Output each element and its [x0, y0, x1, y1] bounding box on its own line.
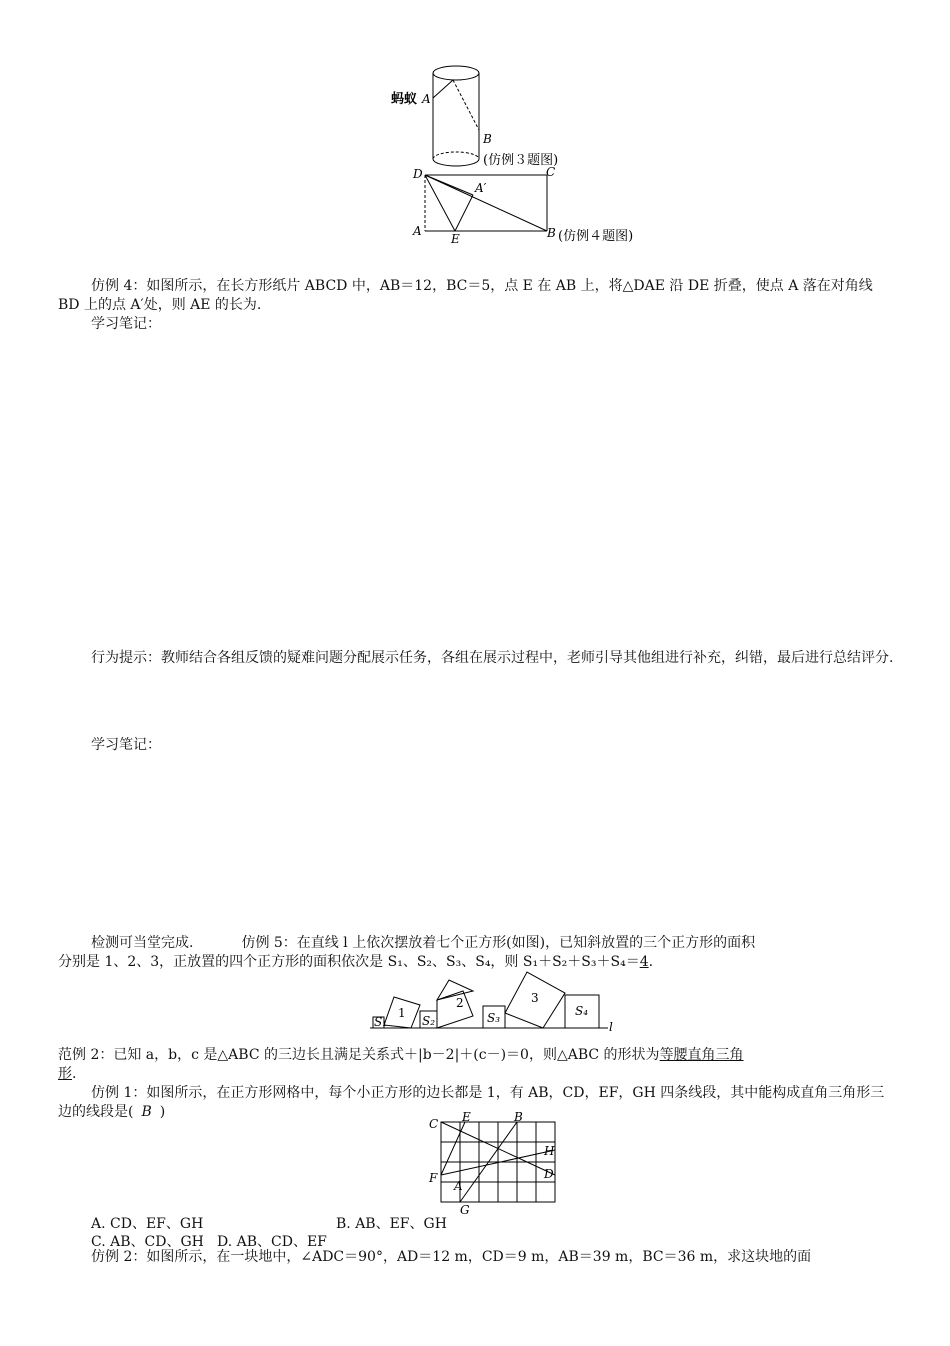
study-notes-1: 学习笔记： [91, 316, 161, 332]
label-B: B [483, 132, 492, 146]
label-F: F [429, 1171, 438, 1185]
fanli-2-end: . [72, 1066, 77, 1082]
example-5-answer: 4 [639, 954, 649, 970]
example-2-text: 仿例 2：如图所示，在一块地中，∠ADC＝90°，AD＝12 m，CD＝9 m，AB＝39 m，BC＝36 m，求这块地的面 [91, 1249, 812, 1265]
label-S2: S₂ [422, 1014, 436, 1028]
label-3: 3 [531, 991, 539, 1005]
behavior-hint: 行为提示：教师结合各组反馈的疑难问题分配展示任务，各组在展示过程中，老师引导其他组进行补充，纠错，最后进行总结评分. [91, 650, 894, 666]
option-C: C. AB、CD、GH [91, 1234, 204, 1250]
example-1-answer: B [141, 1104, 152, 1120]
fanli-2-line1 [58, 1046, 894, 1065]
example-5-text1: 仿例 5：在直线 l 上依次摆放着七个正方形(如图)，已知斜放置的三个正方形的面积 [241, 935, 756, 951]
label-D: D [544, 1167, 554, 1181]
fig4-caption: (仿例４题图) [558, 229, 634, 244]
label-C: C [546, 165, 556, 179]
label-H: H [544, 1144, 555, 1158]
label-B: B [514, 1112, 523, 1124]
label-D: D [413, 167, 423, 181]
label-S4: S₄ [575, 1004, 589, 1018]
label-E: E [462, 1112, 471, 1124]
label-G: G [460, 1203, 470, 1216]
figure-grid [425, 1112, 565, 1216]
example-5-end: . [648, 954, 654, 970]
option-A: A. CD、EF、GH [91, 1216, 204, 1232]
figure-squares-on-line [365, 965, 625, 1035]
label-C: C [429, 1117, 439, 1131]
example-5-line1 [58, 934, 894, 953]
figure-rectangle-fold [405, 165, 675, 247]
example-5-text2: 分别是 1、2、3，正放置的四个正方形的面积依次是 S₁、S₂、S₃、S₄，则 S₁＋S₂＋S₃＋S₄＝ [58, 954, 640, 970]
option-D: D. AB、CD、EF [217, 1234, 327, 1250]
ant-label: 蚂蚁 [391, 92, 418, 107]
fanli-2-answer-1: 等腰直角三角 [659, 1047, 744, 1063]
label-2: 2 [456, 996, 464, 1010]
example-4-text: 仿例 4：如图所示，在长方形纸片 ABCD 中，AB＝12，BC＝5，点 E 在 AB 上，将△DAE 沿 DE 折叠，使点 A 落在对角线 BD 上的点 A′处，则 AE 的长为. [58, 278, 873, 313]
example-1-question: 仿例 1：如图所示，在正方形网格中，每个小正方形的边长都是 1，有 AB，CD，EF，GH 四条线段，其中能构成直角三角形三边的线段是( [58, 1085, 885, 1120]
example-5-lead: 检测可当堂完成. [91, 935, 194, 951]
label-l: l [609, 1020, 613, 1034]
label-A-prime: A′ [475, 181, 487, 195]
label-B: B [547, 226, 556, 240]
label-A: A [422, 92, 431, 106]
study-notes-2: 学习笔记： [91, 737, 161, 753]
label-A: A [454, 1179, 463, 1193]
figure-cylinder [385, 60, 615, 170]
example-1-close: ) [159, 1104, 166, 1120]
option-B: B. AB、EF、GH [336, 1216, 447, 1232]
fanli-2-answer-2: 形 [58, 1066, 72, 1082]
label-S1: S₁ [374, 1015, 388, 1029]
fig3-caption: (仿例３题图) [483, 153, 559, 168]
label-A: A [413, 224, 422, 238]
fanli-2-line2 [58, 1065, 894, 1084]
fanli-2-text: 范例 2：已知 a，b，c 是△ABC 的三边长且满足关系式＋|b－2|＋(c－)＝0，则△ABC 的形状为 [58, 1047, 660, 1063]
label-S3: S₃ [487, 1011, 501, 1025]
label-1: 1 [398, 1006, 406, 1020]
label-E: E [451, 232, 460, 246]
